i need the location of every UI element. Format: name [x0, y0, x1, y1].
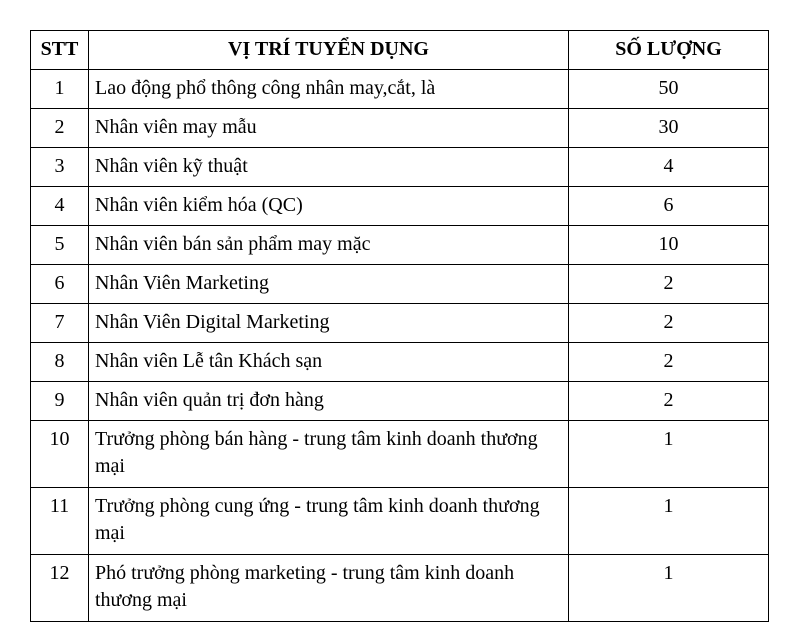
row-quantity: 6	[569, 187, 769, 226]
row-quantity: 2	[569, 382, 769, 421]
table-row	[31, 488, 769, 555]
table-row	[31, 226, 769, 265]
row-position: Nhân viên kỹ thuật	[89, 148, 569, 187]
row-position: Lao động phổ thông công nhân may,cắt, là	[89, 70, 569, 109]
table-row	[31, 148, 769, 187]
row-position: Nhân viên may mẫu	[89, 109, 569, 148]
row-quantity: 4	[569, 148, 769, 187]
row-position: Trưởng phòng cung ứng - trung tâm kinh doanh thương mại	[89, 488, 569, 555]
table-row	[31, 265, 769, 304]
row-index: 7	[31, 304, 89, 343]
row-position: Nhân viên bán sản phẩm may mặc	[89, 226, 569, 265]
recruitment-table	[30, 30, 769, 622]
row-quantity: 30	[569, 109, 769, 148]
row-quantity: 2	[569, 265, 769, 304]
table-row	[31, 304, 769, 343]
row-position: Phó trưởng phòng marketing - trung tâm kinh doanh thương mại	[89, 555, 569, 622]
table-row	[31, 343, 769, 382]
row-position: Nhân viên quản trị đơn hàng	[89, 382, 569, 421]
row-position: Nhân viên Lễ tân Khách sạn	[89, 343, 569, 382]
table-row	[31, 555, 769, 622]
column-header-position: VỊ TRÍ TUYỂN DỤNG	[89, 31, 569, 70]
row-index: 11	[31, 488, 89, 555]
row-quantity: 2	[569, 343, 769, 382]
row-position: Nhân viên kiểm hóa (QC)	[89, 187, 569, 226]
row-quantity: 2	[569, 304, 769, 343]
table-row	[31, 382, 769, 421]
row-index: 5	[31, 226, 89, 265]
row-quantity: 1	[569, 555, 769, 622]
table-row	[31, 187, 769, 226]
column-header-quantity: SỐ LƯỢNG	[569, 31, 769, 70]
row-index: 2	[31, 109, 89, 148]
row-position: Nhân Viên Digital Marketing	[89, 304, 569, 343]
row-index: 10	[31, 421, 89, 488]
table-header-row	[31, 31, 769, 70]
table-row	[31, 421, 769, 488]
table-row	[31, 109, 769, 148]
row-position: Nhân Viên Marketing	[89, 265, 569, 304]
row-index: 9	[31, 382, 89, 421]
row-quantity: 1	[569, 421, 769, 488]
row-index: 1	[31, 70, 89, 109]
row-position: Trưởng phòng bán hàng - trung tâm kinh doanh thương mại	[89, 421, 569, 488]
row-index: 3	[31, 148, 89, 187]
row-quantity: 1	[569, 488, 769, 555]
row-quantity: 50	[569, 70, 769, 109]
row-index: 4	[31, 187, 89, 226]
row-index: 8	[31, 343, 89, 382]
table-row	[31, 70, 769, 109]
column-header-stt: STT	[31, 31, 89, 70]
row-index: 6	[31, 265, 89, 304]
row-quantity: 10	[569, 226, 769, 265]
row-index: 12	[31, 555, 89, 622]
